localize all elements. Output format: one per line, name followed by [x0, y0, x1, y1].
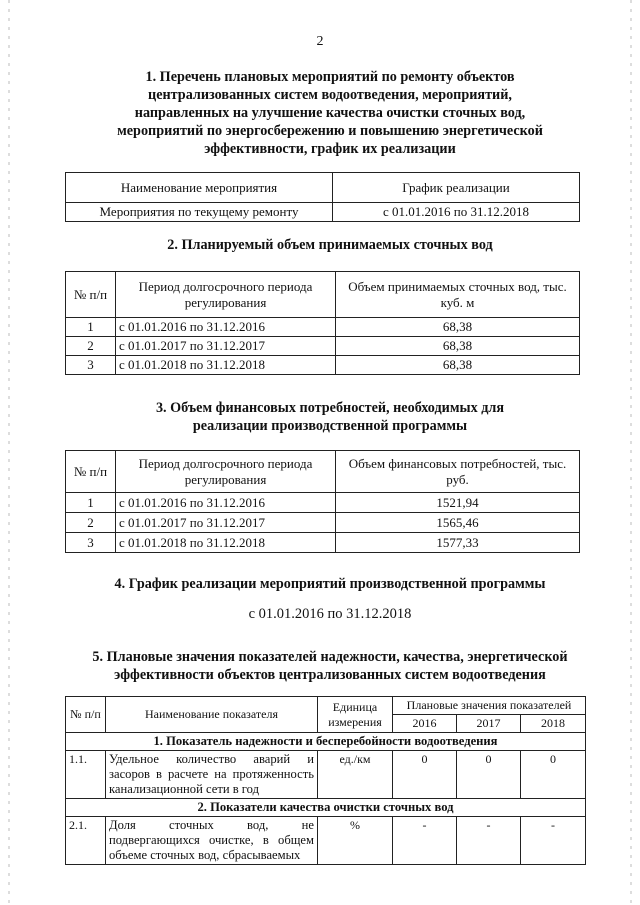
table-header: Единица измерения — [318, 697, 393, 733]
section3-title-line: 3. Объем финансовых потребностей, необходимых для — [155, 400, 505, 416]
table-cell: 1565,46 — [336, 513, 580, 533]
scan-edge-right — [630, 0, 632, 905]
section5-title — [60, 648, 600, 684]
section3-title — [60, 399, 600, 435]
section2-title: 2. Планируемый объем принимаемых сточных вод — [167, 237, 493, 253]
year-header: 2016 — [393, 715, 457, 733]
section5-title-line: эффективности объектов централизованных систем водоотведения — [114, 667, 546, 683]
indicator-name: Удельное количество аварий и засоров в расчете на протяженность канализационной сети в год — [106, 751, 318, 799]
table-cell: Мероприятия по текущему ремонту — [66, 203, 333, 222]
group-header: 2. Показатели качества очистки сточных вод — [66, 799, 586, 817]
section1-title-line: 1. Перечень плановых мероприятий по ремонту объектов — [145, 69, 515, 85]
section1-title — [60, 68, 600, 158]
table-header: График реализации — [333, 173, 580, 203]
table-cell: 1 — [66, 318, 116, 337]
section1-title-line: эффективности, график их реализации — [204, 141, 456, 157]
page-number: 2 — [316, 34, 324, 49]
table-cell: с 01.01.2016 по 31.12.2016 — [116, 493, 336, 513]
section4-period: с 01.01.2016 по 31.12.2018 — [248, 606, 412, 622]
table-cell: 3 — [66, 533, 116, 553]
year-header: 2018 — [521, 715, 586, 733]
table-cell: 1577,33 — [336, 533, 580, 553]
table-cell: с 01.01.2016 по 31.12.2018 — [333, 203, 580, 222]
scan-edge-left — [8, 0, 10, 905]
table-header: Период долгосрочного периода регулирования — [116, 272, 336, 318]
value-cell: 0 — [521, 751, 586, 799]
table-cell: с 01.01.2016 по 31.12.2016 — [116, 318, 336, 337]
table-cell: с 01.01.2017 по 31.12.2017 — [116, 337, 336, 356]
table-header: Плановые значения показателей — [393, 697, 586, 715]
section3-table — [65, 450, 580, 553]
table-cell: 3 — [66, 356, 116, 375]
table-header: Объем принимаемых сточных вод, тыс. куб. м — [336, 272, 580, 318]
table-cell: 1521,94 — [336, 493, 580, 513]
value-cell: - — [457, 817, 521, 865]
table-cell: с 01.01.2018 по 31.12.2018 — [116, 356, 336, 375]
indicator-name: Доля сточных вод, не подвергающихся очистке, в общем объеме сточных вод, сбрасываемых — [106, 817, 318, 865]
section4-title: 4. График реализации мероприятий производственной программы — [114, 576, 546, 592]
section2-table — [65, 271, 580, 375]
row-number: 2.1. — [66, 817, 106, 865]
table-cell: 1 — [66, 493, 116, 513]
table-cell: с 01.01.2017 по 31.12.2017 — [116, 513, 336, 533]
value-cell: - — [393, 817, 457, 865]
section1-table — [65, 172, 580, 222]
value-cell: 0 — [393, 751, 457, 799]
section5-table — [65, 696, 586, 865]
table-header: № п/п — [66, 272, 116, 318]
section3-title-line: реализации производственной программы — [192, 418, 468, 434]
table-cell: 2 — [66, 337, 116, 356]
value-cell: - — [521, 817, 586, 865]
unit-cell: ед./км — [318, 751, 393, 799]
table-cell: 68,38 — [336, 318, 580, 337]
table-cell: с 01.01.2018 по 31.12.2018 — [116, 533, 336, 553]
section5-title-line: 5. Плановые значения показателей надежности, качества, энергетической — [92, 649, 568, 665]
table-cell: 68,38 — [336, 356, 580, 375]
section1-title-line: централизованных систем водоотведения, мероприятий, — [148, 87, 512, 103]
year-header: 2017 — [457, 715, 521, 733]
table-header: Наименование показателя — [106, 697, 318, 733]
section1-title-line: мероприятий по энергосбережению и повышению энергетической — [117, 123, 543, 139]
row-number: 1.1. — [66, 751, 106, 799]
table-header: № п/п — [66, 697, 106, 733]
table-header: № п/п — [66, 451, 116, 493]
table-cell: 2 — [66, 513, 116, 533]
table-header: Период долгосрочного периода регулирования — [116, 451, 336, 493]
table-header: Объем финансовых потребностей, тыс. руб. — [336, 451, 580, 493]
group-header: 1. Показатель надежности и бесперебойности водоотведения — [66, 733, 586, 751]
value-cell: 0 — [457, 751, 521, 799]
table-cell: 68,38 — [336, 337, 580, 356]
unit-cell: % — [318, 817, 393, 865]
section1-title-line: направленных на улучшение качества очистки сточных вод, — [134, 105, 526, 121]
table-header: Наименование мероприятия — [66, 173, 333, 203]
